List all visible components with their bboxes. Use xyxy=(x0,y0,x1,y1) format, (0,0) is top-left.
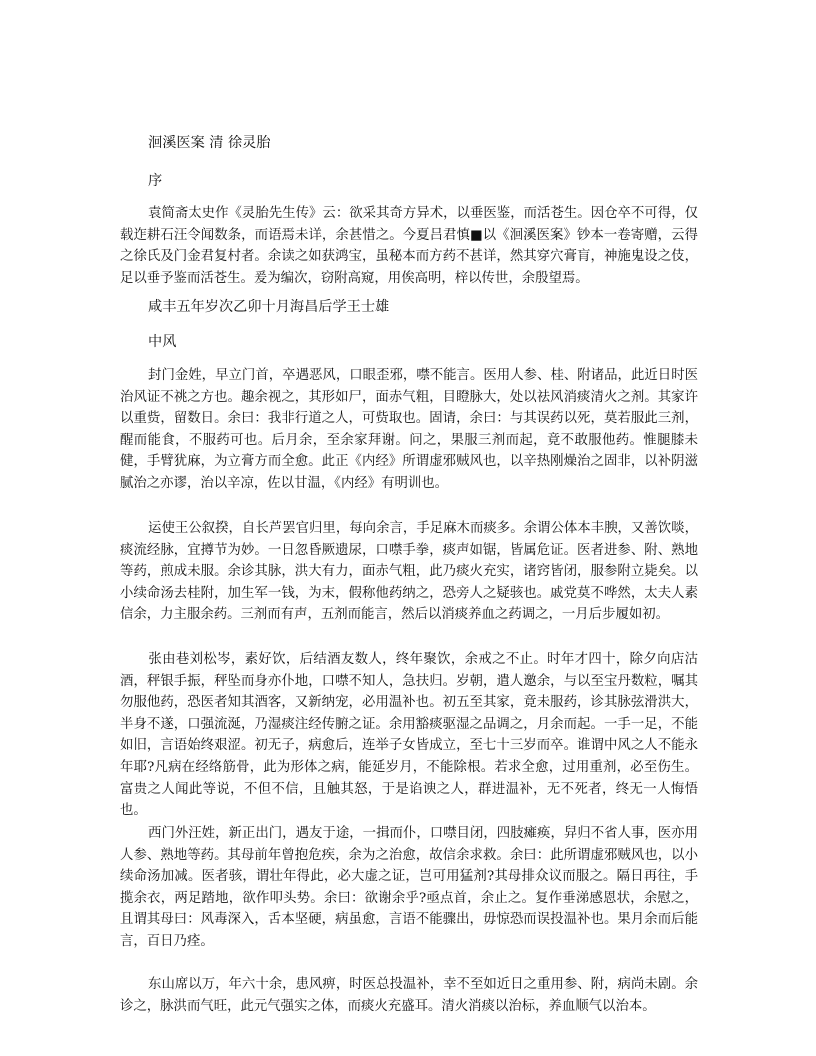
case-paragraph xyxy=(120,518,698,626)
preface-heading: 序 xyxy=(148,173,163,189)
case-paragraph xyxy=(120,974,698,1017)
case-text: 封门金姓，早立门首，卒遇恶风，口眼歪邪，噤不能言。医用人参、桂、附诸品，此近日时医治风证不祧之方也。趣余视之，其形如尸，面赤气粗，目瞪脉大，处以祛风消痰清火之剂。其家许以重赀，留数日。余曰：我非行道之人，可赀取也。固请，余曰：与其误药以死，莫若服此三剂，醒而能食，不服药可也。后月余，至余家拜谢。问之，果服三剂而起，竟不敢服他药。惟腿膝未健，手臂犹麻，为立膏方而全愈。此正《内经》所谓虚邪贼风也，以辛热刚燥治之固非，以补阴滋腻治之亦谬，治以辛凉，佐以甘温，《内经》有明训也。 xyxy=(120,368,698,491)
case-paragraph xyxy=(120,649,698,822)
document-title: 洄溪医案 清 徐灵胎 xyxy=(148,135,271,151)
case-text: 张由巷刘松岑，素好饮，后结酒友数人，终年聚饮，余戒之不止。时年才四十，除夕向店沽酒，秤银手振，秤坠而身亦仆地，口噤不知人，急扶归。岁朝，遣人邀余，与以至宝丹数粒，嘱其勿服他药，恐医者知其酒客，又新纳宠，必用温补也。初五至其家，竟未服药，诊其脉弦滑洪大，半身不遂，口强流涎，乃湿痰注经传腑之证。余用豁痰驱湿之品调之，月余而起。一手一足，不能如旧，言语始终艰涩。初无子，病愈后，连举子女皆成立，至七十三岁而卒。谁谓中风之人不能永年耶?凡病在经络筋骨，此为形体之病，能延岁月，不能除根。若求全愈，过用重剂，必至伤生。富贵之人闻此等说，不但不信，且触其怒，于是谄谀之人，群进温补，无不死者，终无一人悔悟也。 xyxy=(120,652,698,819)
preface-paragraph xyxy=(120,203,698,289)
case-paragraph xyxy=(120,823,698,953)
case-text: 东山席以万，年六十余，患风痹，时医总投温补，幸不至如近日之重用参、附，病尚未剧。余诊之，脉洪而气旺，此元气强实之体，而痰火充盛耳。清火消痰以治标，养血顺气以治本。 xyxy=(120,977,698,1014)
preface-text: 袁简斋太史作《灵胎先生传》云：欲采其奇方异术，以垂医鉴，而活苍生。因仓卒不可得，仅载迮耕石汪令闻数条，而语焉未详，余甚惜之。今夏吕君慎■以《洄溪医案》钞本一卷寄赠，云得之徐氏及门金君复村者。余读之如获鸿宝，虽秘本而方药不甚详，然其穿穴膏肓，神施鬼设之伎，足以垂予鉴而活苍生。爰为编次，窃附高窥，用俟高明，梓以传世，余殷望焉。 xyxy=(120,206,698,286)
case-text: 运使王公叙揆，自长芦罢官归里，每向余言，手足麻木而痰多。余谓公体本丰腴，又善饮啖，痰流经脉，宜撙节为妙。一日忽昏厥遗尿，口噤手拳，痰声如锯，皆属危证。医者进参、附、熟地等药，煎成未服。余诊其脉，洪大有力，面赤气粗，此乃痰火充实，诸窍皆闭，服参附立毙矣。以小续命汤去桂附，加生军一钱，为末，假称他药纳之，恐旁人之疑骇也。戚党莫不哗然，太夫人素信余，力主服余药。三剂而有声，五剂而能言，然后以消痰养血之药调之，一月后步履如初。 xyxy=(120,521,698,623)
section-heading: 中风 xyxy=(148,334,177,350)
case-text: 西门外汪姓，新正出门，遇友于途，一揖而仆，口噤目闭，四肢瘫痪，舁归不省人事，医亦用人参、熟地等药。其母前年曾抱危疾，余为之治愈，故信余求救。余曰：此所谓虚邪贼风也，以小续命汤加减。医者骇，谓壮年得此，必大虚之证，岂可用猛剂?其母排众议而服之。隔日再往，手揽余衣，两足踏地，欲作叩头势。余曰：欲谢余乎?亟点首，余止之。复作垂涕感恩状，余慰之，且谓其母曰：风毒深入，舌本坚硬，病虽愈，言语不能骤出，毋惊恐而误投温补也。果月余而后能言，百日乃痊。 xyxy=(120,826,698,949)
case-paragraph xyxy=(120,365,698,495)
preface-signature: 咸丰五年岁次乙卯十月海昌后学王士雄 xyxy=(148,299,390,315)
